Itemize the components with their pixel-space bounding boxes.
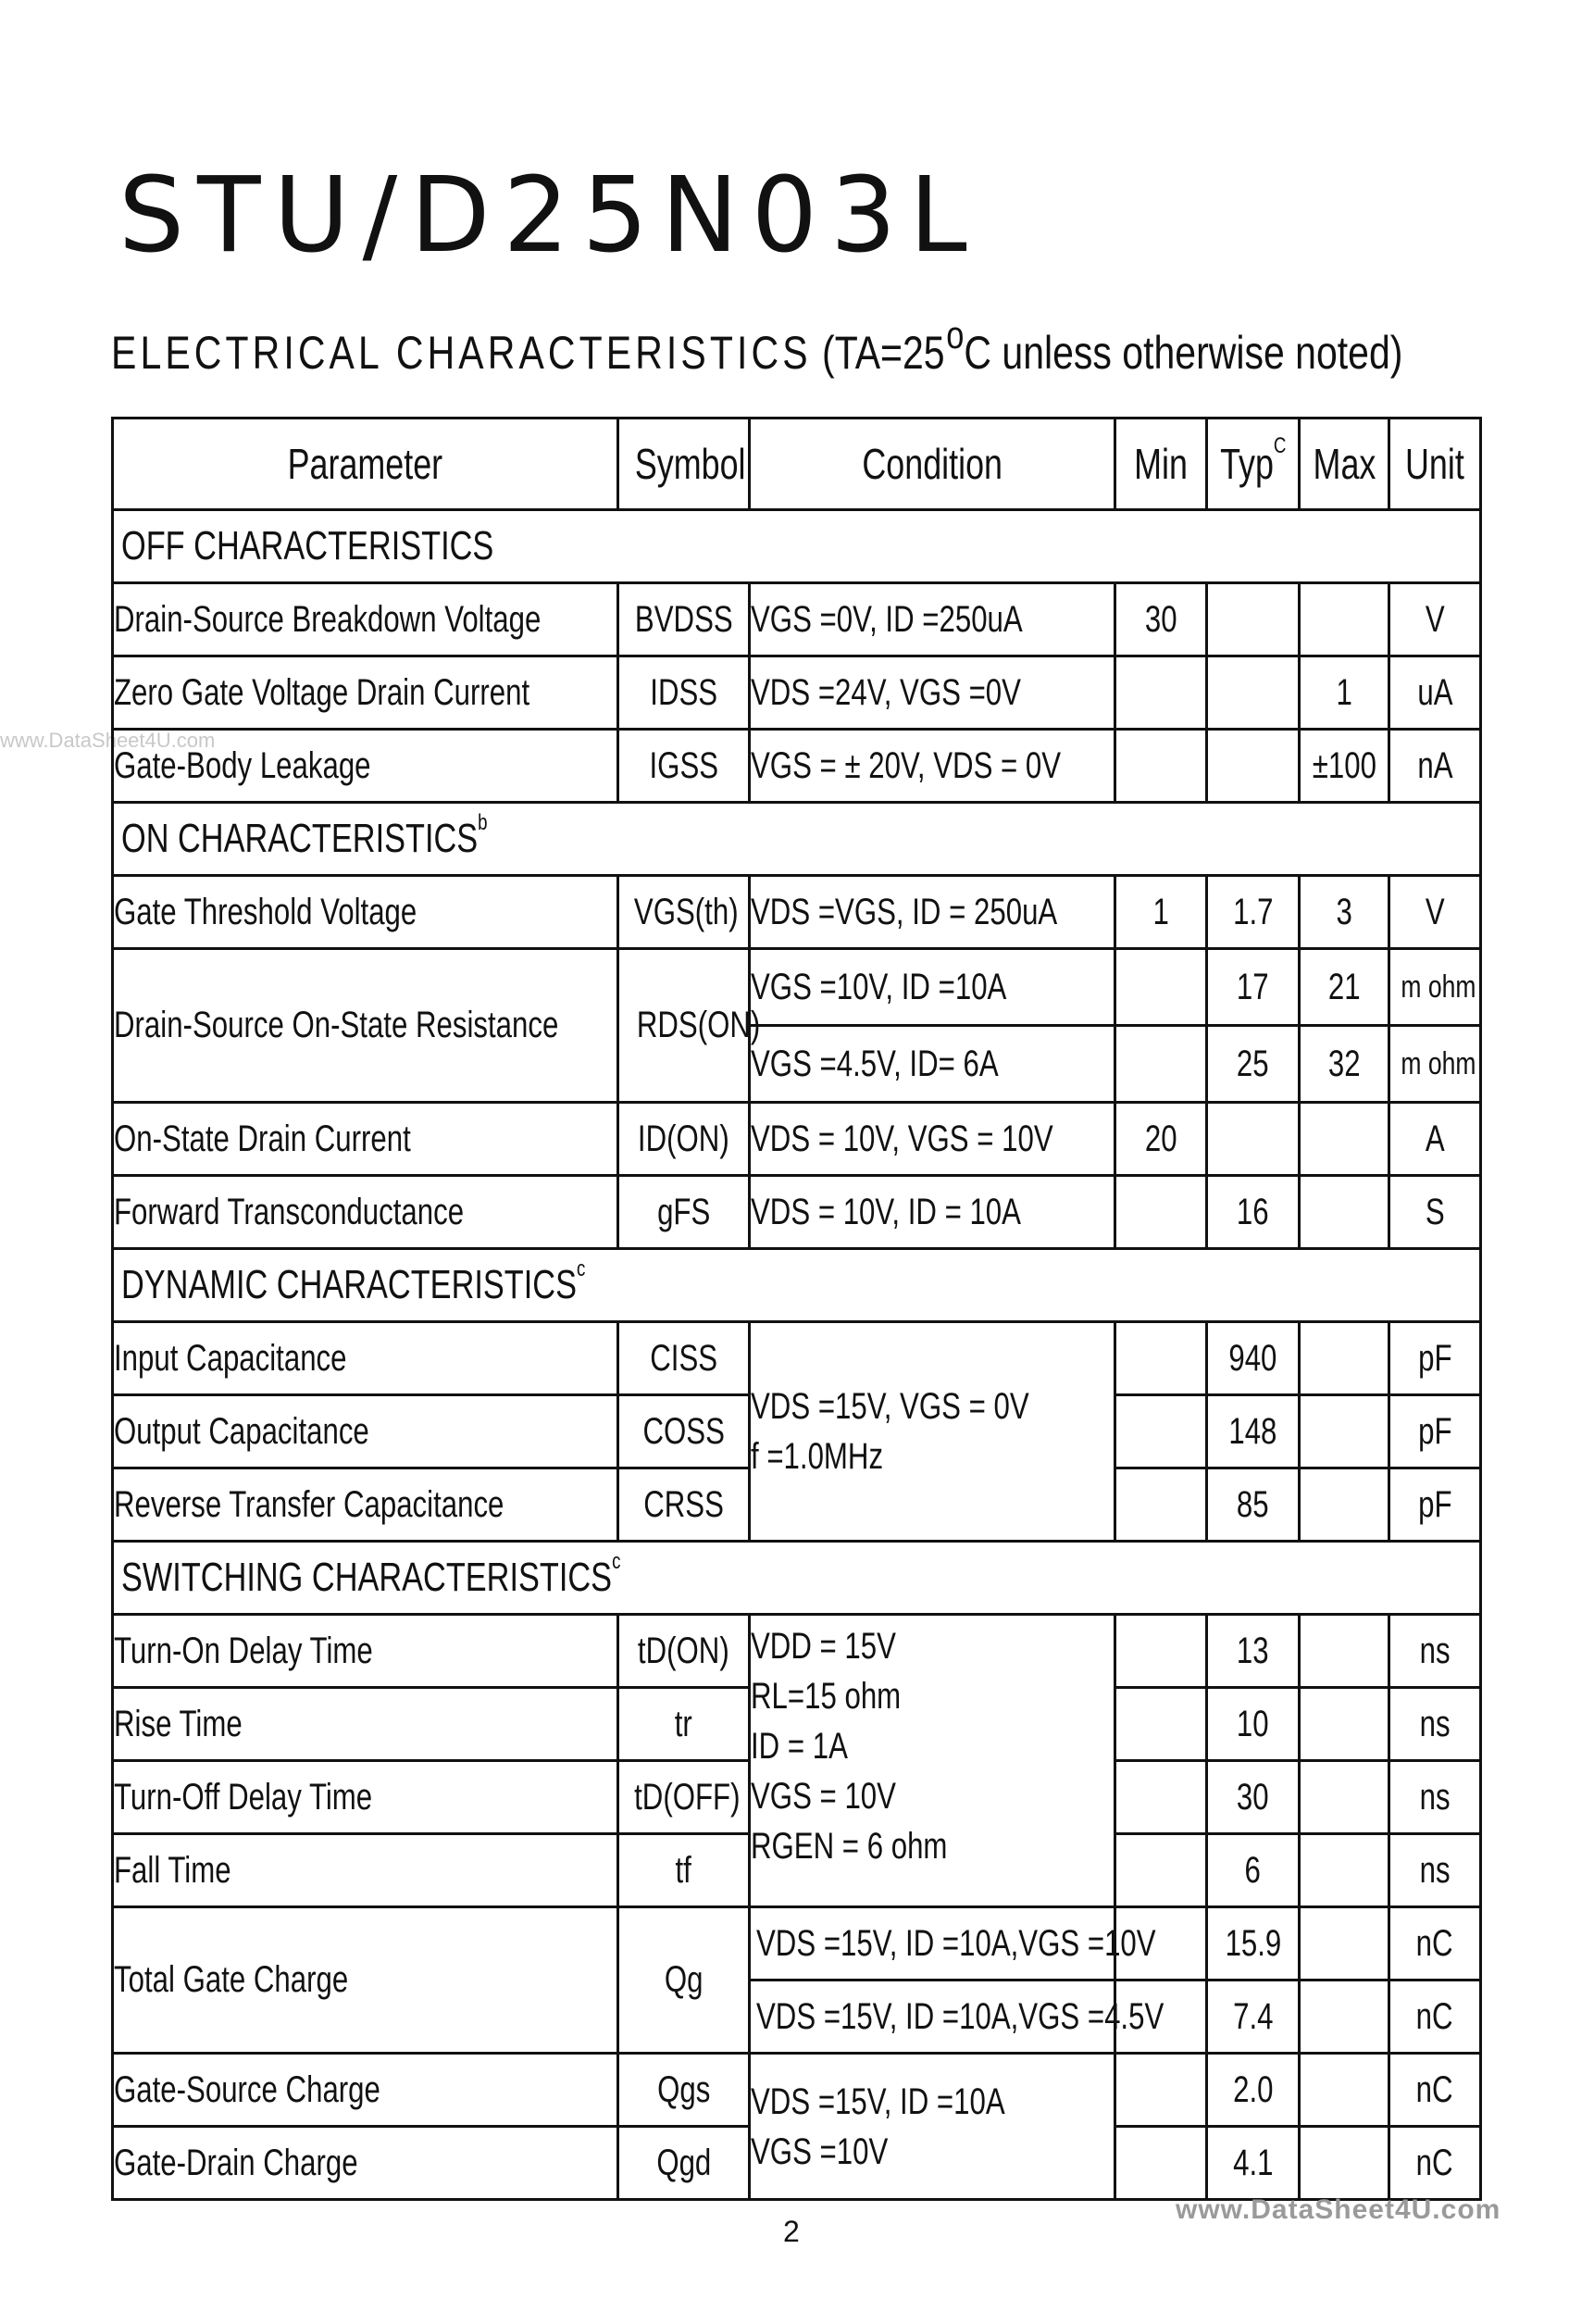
header-max: Max bbox=[1300, 419, 1389, 510]
page-number: 2 bbox=[783, 2215, 800, 2248]
unit-cell: nC bbox=[1389, 2127, 1481, 2200]
typ-cell: 7.4 bbox=[1207, 1980, 1300, 2054]
table-row bbox=[113, 656, 1481, 730]
param-cell: Forward Transconductance bbox=[113, 1176, 618, 1249]
typ-cell: 4.1 bbox=[1207, 2127, 1300, 2200]
param-cell: On-State Drain Current bbox=[113, 1103, 618, 1176]
param-cell: Total Gate Charge bbox=[113, 1907, 618, 2054]
capacitance-condition-cell: VDS =15V, VGS = 0V f =1.0MHz bbox=[750, 1322, 1115, 1542]
max-cell bbox=[1300, 1834, 1389, 1907]
section-switching bbox=[113, 1542, 1481, 1615]
heading-condition-suffix: C unless otherwise noted) bbox=[964, 327, 1403, 379]
min-cell bbox=[1115, 730, 1207, 803]
table-row bbox=[113, 1907, 1481, 1980]
max-cell bbox=[1300, 1103, 1389, 1176]
typ-cell bbox=[1207, 730, 1300, 803]
max-cell bbox=[1300, 1688, 1389, 1761]
min-cell bbox=[1115, 2127, 1207, 2200]
min-cell bbox=[1115, 1834, 1207, 1907]
typ-cell: 25 bbox=[1207, 1026, 1300, 1103]
symbol-cell: tD(OFF) bbox=[618, 1761, 750, 1834]
unit-cell: A bbox=[1389, 1103, 1481, 1176]
min-cell: 20 bbox=[1115, 1103, 1207, 1176]
typ-cell: 15.9 bbox=[1207, 1907, 1300, 1980]
min-cell bbox=[1115, 1176, 1207, 1249]
typ-cell: 148 bbox=[1207, 1395, 1300, 1468]
min-cell bbox=[1115, 1615, 1207, 1688]
min-cell bbox=[1115, 1026, 1207, 1103]
symbol-cell: tD(ON) bbox=[618, 1615, 750, 1688]
unit-cell: S bbox=[1389, 1176, 1481, 1249]
section-footnote: c bbox=[576, 1256, 586, 1281]
header-unit: Unit bbox=[1389, 419, 1481, 510]
header-typ: Typ$^C$ bbox=[1207, 419, 1300, 510]
section-label: OFF CHARACTERISTICS bbox=[113, 510, 1481, 583]
condition-cell: VGS =0V, ID =250uA bbox=[750, 583, 1115, 656]
unit-cell: pF bbox=[1389, 1395, 1481, 1468]
max-cell: 32 bbox=[1300, 1026, 1389, 1103]
typ-cell: 6 bbox=[1207, 1834, 1300, 1907]
table-row bbox=[113, 949, 1481, 1026]
table-row bbox=[113, 1103, 1481, 1176]
param-cell: Gate Threshold Voltage bbox=[113, 876, 618, 949]
symbol-cell: RDS(ON) bbox=[618, 949, 750, 1103]
switching-condition-cell: VDD = 15V RL=15 ohm ID = 1A VGS = 10V RGEN = 6 ohm bbox=[750, 1615, 1115, 1907]
typ-cell bbox=[1207, 583, 1300, 656]
param-cell: Turn-On Delay Time bbox=[113, 1615, 618, 1688]
condition-cell: VGS =4.5V, ID= 6A bbox=[750, 1026, 1115, 1103]
symbol-cell: Qg bbox=[618, 1907, 750, 2054]
section-dynamic bbox=[113, 1249, 1481, 1322]
condition-cell: VDS = 10V, VGS = 10V bbox=[750, 1103, 1115, 1176]
symbol-cell: gFS bbox=[618, 1176, 750, 1249]
table-row bbox=[113, 876, 1481, 949]
symbol-cell: BVDSS bbox=[618, 583, 750, 656]
unit-cell: nA bbox=[1389, 730, 1481, 803]
max-cell: ±100 bbox=[1300, 730, 1389, 803]
header-condition: Condition bbox=[750, 419, 1115, 510]
typ-cell: 17 bbox=[1207, 949, 1300, 1026]
watermark-right: www.DataSheet4U.com bbox=[1176, 2194, 1501, 2225]
typ-cell: 2.0 bbox=[1207, 2054, 1300, 2127]
symbol-cell: IDSS bbox=[618, 656, 750, 730]
unit-cell: nC bbox=[1389, 1907, 1481, 1980]
symbol-cell: VGS(th) bbox=[618, 876, 750, 949]
symbol-cell: CRSS bbox=[618, 1468, 750, 1542]
section-label: SWITCHING CHARACTERISTICS$^c$ bbox=[113, 1542, 1481, 1615]
unit-cell: uA bbox=[1389, 656, 1481, 730]
param-cell: Fall Time bbox=[113, 1834, 618, 1907]
max-cell bbox=[1300, 1907, 1389, 1980]
min-cell bbox=[1115, 1322, 1207, 1395]
table-row bbox=[113, 583, 1481, 656]
typ-cell: 30 bbox=[1207, 1761, 1300, 1834]
max-cell bbox=[1300, 1980, 1389, 2054]
max-cell bbox=[1300, 2127, 1389, 2200]
heading-condition-prefix: (TA=25 bbox=[822, 327, 945, 379]
table-row bbox=[113, 1176, 1481, 1249]
section-label: ON CHARACTERISTICS$^b$ bbox=[113, 803, 1481, 876]
table-row bbox=[113, 2054, 1481, 2127]
unit-cell: V bbox=[1389, 876, 1481, 949]
param-cell: Turn-Off Delay Time bbox=[113, 1761, 618, 1834]
condition-cell: VDS =24V, VGS =0V bbox=[750, 656, 1115, 730]
symbol-cell: Qgs bbox=[618, 2054, 750, 2127]
typ-cell: 85 bbox=[1207, 1468, 1300, 1542]
min-cell bbox=[1115, 1395, 1207, 1468]
max-cell bbox=[1300, 1176, 1389, 1249]
symbol-cell: ID(ON) bbox=[618, 1103, 750, 1176]
condition-cell: VDS =15V, ID =10A,VGS =4.5V bbox=[750, 1980, 1115, 2054]
param-cell: Drain-Source On-State Resistance bbox=[113, 949, 618, 1103]
unit-cell: pF bbox=[1389, 1468, 1481, 1542]
watermark-left: www.DataSheet4U.com bbox=[0, 729, 216, 752]
degree-symbol: o bbox=[946, 313, 965, 356]
typ-cell: 10 bbox=[1207, 1688, 1300, 1761]
max-cell bbox=[1300, 1322, 1389, 1395]
unit-cell: m ohm bbox=[1389, 1026, 1481, 1103]
unit-cell: pF bbox=[1389, 1322, 1481, 1395]
param-cell: Zero Gate Voltage Drain Current bbox=[113, 656, 618, 730]
header-symbol: Symbol bbox=[618, 419, 750, 510]
max-cell bbox=[1300, 1761, 1389, 1834]
header-row bbox=[113, 419, 1481, 510]
min-cell: 30 bbox=[1115, 583, 1207, 656]
max-cell bbox=[1300, 1468, 1389, 1542]
param-cell: Gate-Body Leakage bbox=[113, 730, 618, 803]
max-cell: 21 bbox=[1300, 949, 1389, 1026]
condition-cell: VDS =15V, ID =10A,VGS =10V bbox=[750, 1907, 1115, 1980]
condition-cell: VGS =10V, ID =10A bbox=[750, 949, 1115, 1026]
electrical-characteristics-table bbox=[111, 417, 1482, 2201]
section-off bbox=[113, 510, 1481, 583]
section-footnote: c bbox=[612, 1549, 621, 1574]
table-row bbox=[113, 1615, 1481, 1688]
max-cell bbox=[1300, 1615, 1389, 1688]
param-cell: Input Capacitance bbox=[113, 1322, 618, 1395]
min-cell: 1 bbox=[1115, 876, 1207, 949]
unit-cell: ns bbox=[1389, 1688, 1481, 1761]
max-cell bbox=[1300, 1395, 1389, 1468]
condition-cell: VGS = ± 20V, VDS = 0V bbox=[750, 730, 1115, 803]
typ-cell: 13 bbox=[1207, 1615, 1300, 1688]
min-cell bbox=[1115, 1688, 1207, 1761]
min-cell bbox=[1115, 1468, 1207, 1542]
section-on bbox=[113, 803, 1481, 876]
typ-cell: 1.7 bbox=[1207, 876, 1300, 949]
condition-cell: VDS = 10V, ID = 10A bbox=[750, 1176, 1115, 1249]
section-footnote: b bbox=[478, 810, 488, 835]
min-cell bbox=[1115, 1761, 1207, 1834]
unit-cell: nC bbox=[1389, 2054, 1481, 2127]
max-cell bbox=[1300, 583, 1389, 656]
condition-cell: VDS =VGS, ID = 250uA bbox=[750, 876, 1115, 949]
param-cell: Output Capacitance bbox=[113, 1395, 618, 1468]
charge-condition-cell: VDS =15V, ID =10A VGS =10V bbox=[750, 2054, 1115, 2200]
symbol-cell: tf bbox=[618, 1834, 750, 1907]
symbol-cell: Qgd bbox=[618, 2127, 750, 2200]
symbol-cell: IGSS bbox=[618, 730, 750, 803]
header-parameter: Parameter bbox=[113, 419, 618, 510]
param-cell: Gate-Source Charge bbox=[113, 2054, 618, 2127]
typ-cell bbox=[1207, 1103, 1300, 1176]
param-cell: Rise Time bbox=[113, 1688, 618, 1761]
page-title: STU/D25N03L bbox=[118, 156, 980, 276]
section-heading bbox=[111, 313, 1403, 380]
param-cell: Drain-Source Breakdown Voltage bbox=[113, 583, 618, 656]
typ-cell: 16 bbox=[1207, 1176, 1300, 1249]
typ-cell bbox=[1207, 656, 1300, 730]
max-cell bbox=[1300, 2054, 1389, 2127]
unit-cell: ns bbox=[1389, 1761, 1481, 1834]
max-cell: 3 bbox=[1300, 876, 1389, 949]
symbol-cell: COSS bbox=[618, 1395, 750, 1468]
param-cell: Reverse Transfer Capacitance bbox=[113, 1468, 618, 1542]
unit-cell: m ohm bbox=[1389, 949, 1481, 1026]
table-row bbox=[113, 1322, 1481, 1395]
unit-cell: ns bbox=[1389, 1615, 1481, 1688]
symbol-cell: CISS bbox=[618, 1322, 750, 1395]
param-cell: Gate-Drain Charge bbox=[113, 2127, 618, 2200]
symbol-cell: tr bbox=[618, 1688, 750, 1761]
min-cell bbox=[1115, 949, 1207, 1026]
table-row bbox=[113, 730, 1481, 803]
max-cell: 1 bbox=[1300, 656, 1389, 730]
heading-text: ELECTRICAL CHARACTERISTICS bbox=[111, 327, 812, 379]
min-cell bbox=[1115, 656, 1207, 730]
unit-cell: ns bbox=[1389, 1834, 1481, 1907]
min-cell bbox=[1115, 2054, 1207, 2127]
typ-cell: 940 bbox=[1207, 1322, 1300, 1395]
header-min: Min bbox=[1115, 419, 1207, 510]
section-label: DYNAMIC CHARACTERISTICS$^c$ bbox=[113, 1249, 1481, 1322]
unit-cell: nC bbox=[1389, 1980, 1481, 2054]
unit-cell: V bbox=[1389, 583, 1481, 656]
typ-footnote: C bbox=[1273, 433, 1287, 458]
